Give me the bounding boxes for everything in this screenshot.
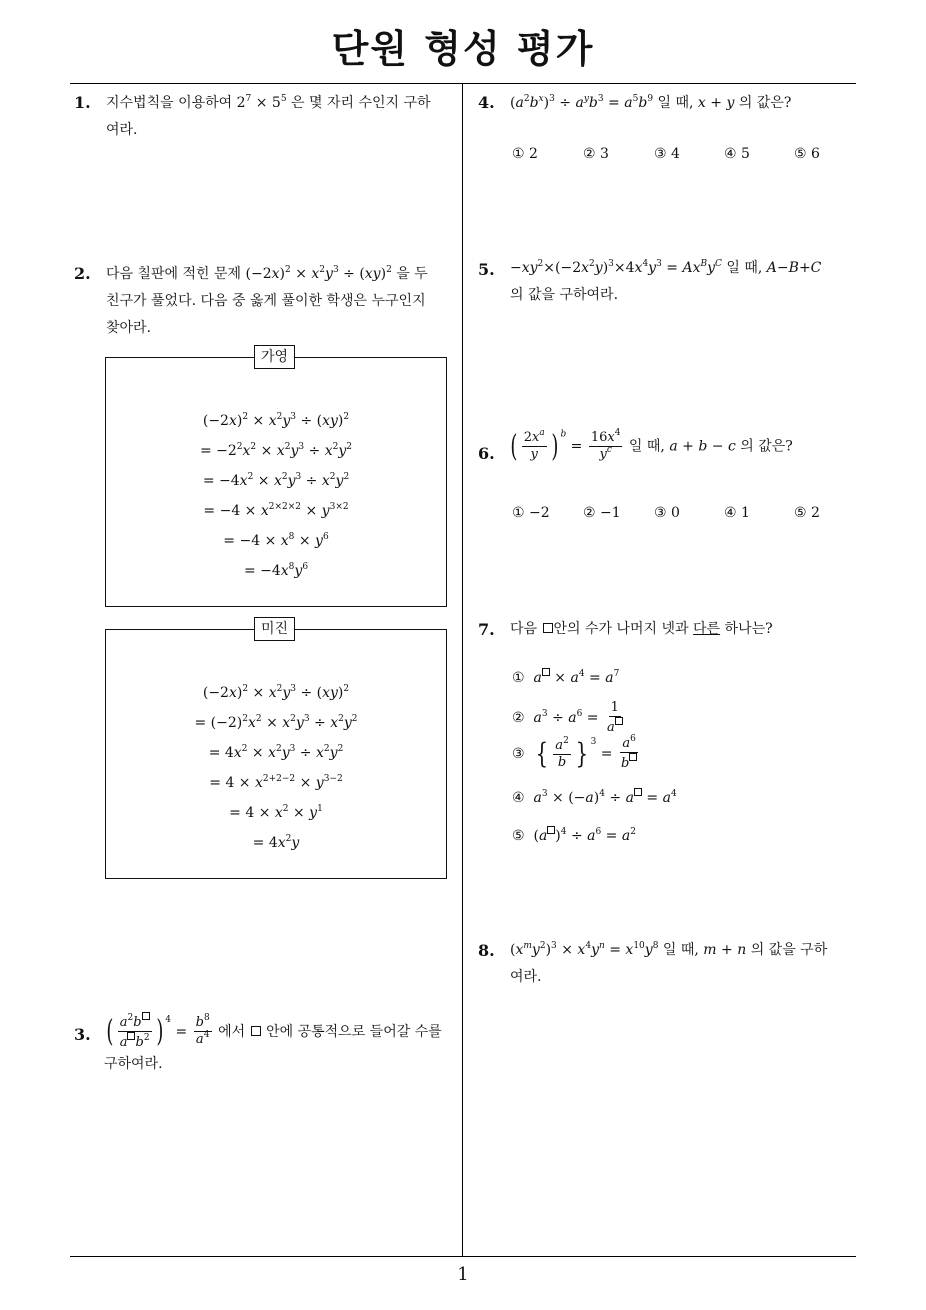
bottom-rule: [70, 1256, 856, 1257]
q7-option-4[interactable]: ④ $a^3 \times (-a)^4 \div a = a^4$: [512, 789, 677, 806]
question-8-number: 8.: [478, 941, 495, 960]
q7-option-2[interactable]: ② $a^3 \div a^6$ = $\frac{1}{a}$: [512, 700, 627, 736]
q6-choice-4[interactable]: ④ 1: [724, 505, 750, 521]
q6-choice-5[interactable]: ⑤ 2: [794, 505, 820, 521]
question-4-number: 4.: [478, 93, 495, 112]
q4-choice-1[interactable]: ① 2: [512, 146, 538, 162]
question-5-text: $-xy^2\times(-2x^2y)^3\times 4x^4y^3 = Ax^By^C$ 일 때, A−B+C 의 값을 구하여라.: [510, 259, 822, 303]
solution-frame-gayoung: [105, 357, 447, 607]
question-1-number: 1.: [74, 93, 91, 112]
top-rule: [70, 83, 856, 84]
q7-option-5[interactable]: ⑤ (a )$^4 \div a^6 = a^2$: [512, 827, 636, 844]
solution-steps-gayoung: $(-2x)^2 \times x^2y^3 \div (xy)^2$ = $-2^2x^2 \times x^2y^3 \div x^2y^2$ = $-4x^2 \times x^2y^3 \div x^2y^2$ = $-4 \times x^{2\times 2\times 2} \times y^{3\times 2}$ = $-4 \times x^8 \times y^6$ = $-4x^8y^6$: [199, 412, 353, 579]
question-5-number: 5.: [478, 260, 495, 279]
question-6-text: ( $\frac{2x^a}{y}$ ) $^b$ = $\frac{16x^4}{y^c}$ 일 때, a + b − c 의 값은?: [510, 428, 793, 464]
question-8-text: $(x^my^2)^3 \times x^4y^n = x^{10}y^8$ 일 때, m + n 의 값을 구하 여라.: [510, 941, 828, 985]
student-label-gayoung: 가영: [254, 345, 295, 369]
column-divider: [462, 83, 463, 1257]
q4-choice-2[interactable]: ② 3: [583, 146, 609, 162]
question-3-number: 3.: [74, 1025, 91, 1044]
question-1-text: 지수법칙을 이용하여 $2^7 \times 5^5$ 은 몇 자리 수인지 구하 여라.: [106, 94, 431, 138]
student-label-mijin: 미진: [254, 617, 295, 641]
question-3-text: ( $\frac{a^2b}{a b^2}$ ) $^4$ = $\frac{b^8}{a^4}$ 에서 안에 공통적으로 들어갈 수를 구하여라.: [104, 1013, 442, 1072]
q7-option-3[interactable]: ③ { $\frac{a^2}{b}$ } $^3$ = $\frac{a^6}{b}$: [512, 734, 636, 771]
q4-choice-3[interactable]: ③ 4: [654, 146, 680, 162]
q4-choice-5[interactable]: ⑤ 6: [794, 146, 820, 162]
question-2-number: 2.: [74, 264, 91, 283]
question-2-text: 다음 칠판에 적힌 문제 $(-2x)^2 \times x^2y^3 \div (xy)^2$ 을 두 친구가 풀었다. 다음 중 옳게 풀이한 학생은 누구인지 찾아라.: [106, 265, 428, 336]
q6-choice-3[interactable]: ③ 0: [654, 505, 680, 521]
page-number: 1: [457, 1264, 469, 1285]
question-7-number: 7.: [478, 620, 495, 639]
question-7-text: 다음 안의 수가 나머지 넷과 다른 하나는?: [510, 621, 773, 637]
q6-choice-2[interactable]: ② −1: [583, 505, 621, 521]
solution-steps-mijin: $(-2x)^2 \times x^2y^3 \div (xy)^2$ = $(-2)^2x^2 \times x^2y^3 \div x^2y^2$ = $4x^2 \times x^2y^3 \div x^2y^2$ = $4 \times x^{2+2-2} \times y^{3-2}$ = $4 \times x^2 \times y^1$ = $4x^2y$: [194, 684, 358, 851]
question-4-text: $(a^2b^x)^3 \div a^yb^3 = a^5b^9$ 일 때, x + y 의 값은?: [510, 94, 792, 111]
q6-choice-1[interactable]: ① −2: [512, 505, 550, 521]
page-title: 단원 형성 평가: [331, 27, 595, 71]
solution-frame-mijin: [105, 629, 447, 879]
q7-option-1[interactable]: ① $a \times a^4 = a^7$: [512, 669, 620, 686]
q4-choice-4[interactable]: ④ 5: [724, 146, 750, 162]
question-6-number: 6.: [478, 444, 495, 463]
